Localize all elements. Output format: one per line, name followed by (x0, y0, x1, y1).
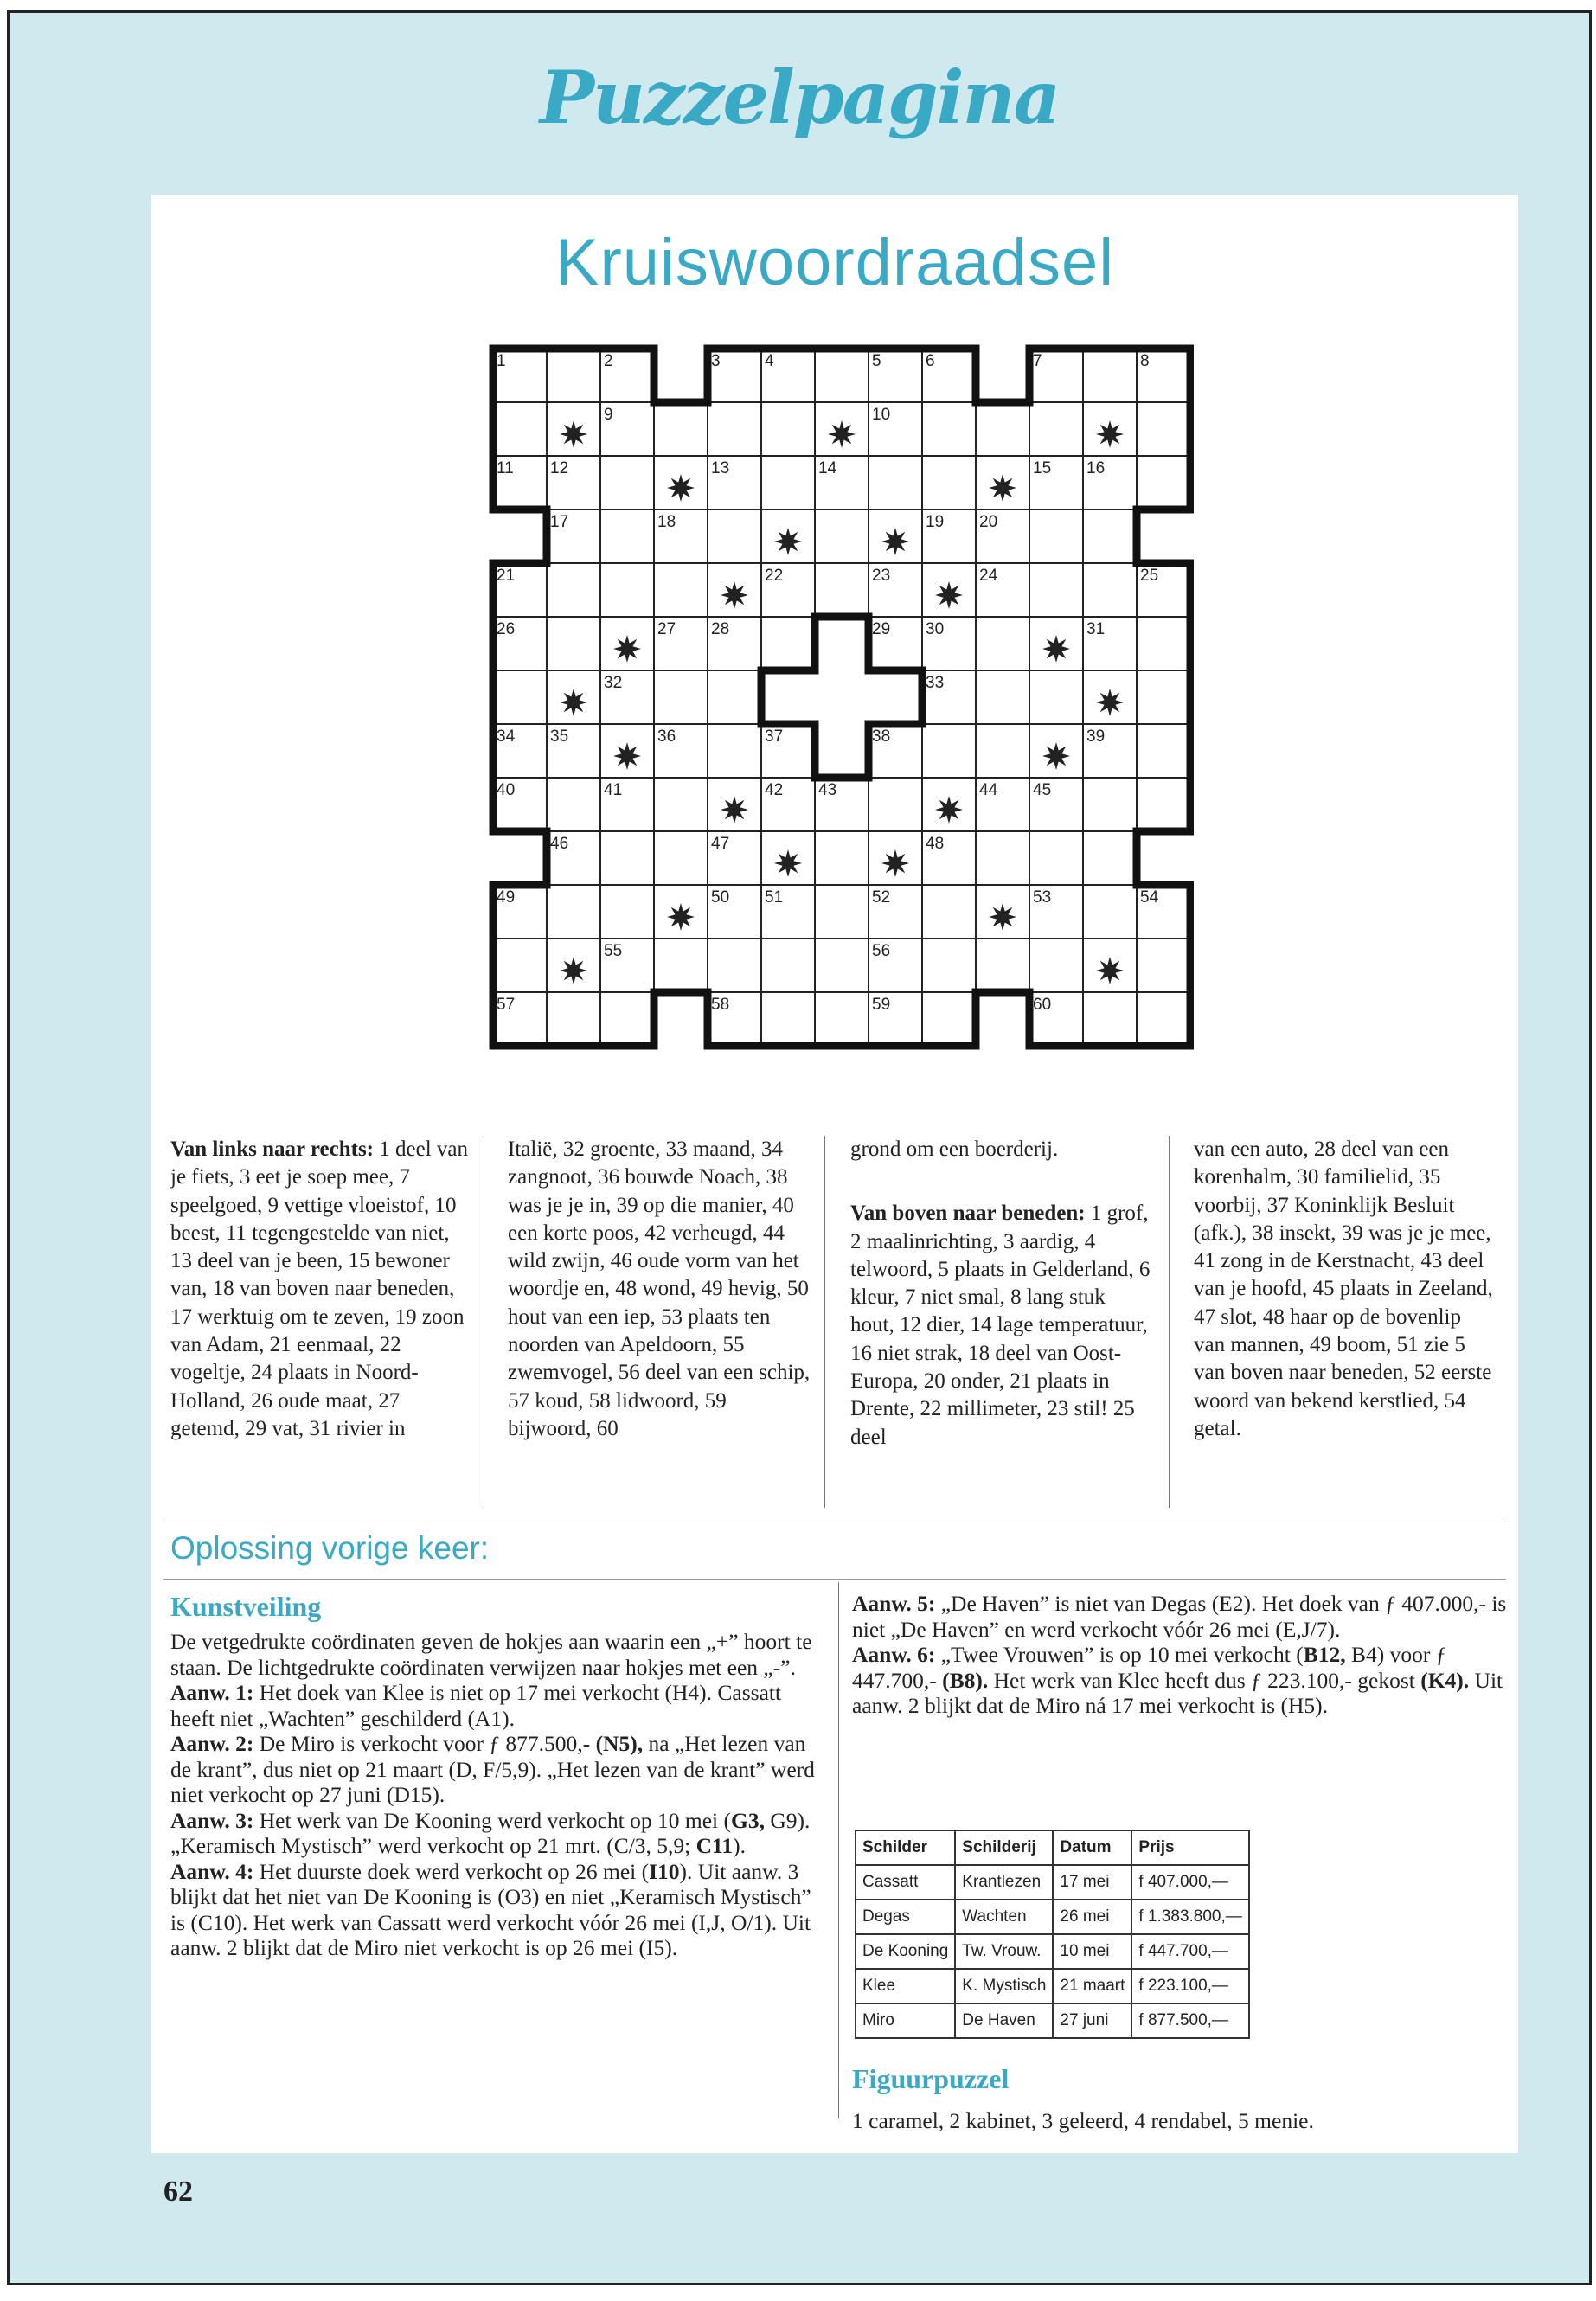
hint-1-text: Het doek van Klee is niet op 17 mei verkocht (H4). Cassatt heeft niet „Wachten” geschilderd (A1). (170, 1680, 782, 1731)
grid-cell (976, 670, 1029, 724)
clue-number: 17 (550, 513, 569, 531)
hint-6-bold: (B8). (942, 1667, 989, 1693)
hint-6-bold: (K4). (1420, 1667, 1470, 1693)
grid-cell (1029, 670, 1083, 724)
star-icon (935, 581, 963, 609)
star-icon (721, 796, 748, 824)
section-divider (163, 1579, 1506, 1580)
clue-number: 4 (765, 352, 774, 370)
table-cell: De Kooning (856, 1934, 955, 1969)
clue-number: 27 (657, 620, 676, 638)
table-cell: De Haven (955, 2003, 1053, 2038)
grid-cell (654, 402, 708, 456)
clue-number: 50 (711, 888, 730, 907)
grid-cell (493, 939, 547, 992)
across-clues-part1: 1 deel van je fiets, 3 eet je soep mee, 7 speelgoed, 9 vettige vloeistof, 10 beest, 11 tegengestelde van niet, 13 deel van je been, 15 bewoner van, 18 van boven naar beneden, 17 werktuig om te zeven, 19 zoon van Adam, 21 eenmaal, 22 vogeltje, 24 plaats in Noord-Holland, 26 oude maat, 27 getemd, 29 vat, 31 rivier in (170, 1138, 468, 1440)
table-cell: 17 mei (1053, 1865, 1131, 1900)
page-number: 62 (163, 2176, 193, 2208)
grid-cell (1083, 778, 1137, 831)
hint-6-bold: B12, (1303, 1642, 1346, 1667)
star-icon (1096, 420, 1124, 448)
star-icon (613, 742, 641, 770)
page-header-title: Puzzelpagina (539, 54, 1060, 140)
grid-cell (761, 939, 815, 992)
column-divider (1169, 1136, 1170, 1508)
clue-number: 23 (872, 567, 891, 585)
solution-heading: Oplossing vorige keer: (170, 1530, 490, 1566)
grid-cell (600, 563, 654, 617)
clue-number: 10 (872, 406, 891, 424)
star-icon (989, 903, 1016, 931)
clue-number: 28 (711, 620, 730, 638)
clue-column-4 (1194, 1136, 1497, 1443)
clue-number: 59 (872, 996, 891, 1014)
grid-cell (815, 510, 869, 563)
table-cell: K. Mystisch (955, 1969, 1053, 2003)
clue-column-3 (850, 1136, 1153, 1452)
grid-cell (761, 402, 815, 456)
grid-cell (547, 617, 600, 670)
clue-number: 16 (1086, 459, 1106, 478)
clue-number: 3 (711, 352, 721, 370)
clue-number: 24 (979, 567, 998, 585)
hint-3-label: Aanw. 3: (170, 1807, 254, 1833)
down-clues-part2: van een auto, 28 deel van een korenhalm, 30 familielid, 35 voorbij, 37 Koninklijk Besluit (afk.), 38 insekt, 39 was je je mee, 41 zong in de Kerstnacht, 43 deel van je hoofd, 45 plaats in Zeeland, 47 slot, 48 haar op de bovenlip van mannen, 49 boom, 51 zie 5 van boven naar beneden, 52 eerste woord van bekend kerstlied, 54 getal. (1194, 1138, 1493, 1440)
table-header-cell: Datum (1053, 1830, 1131, 1865)
grid-cell (815, 992, 869, 1046)
grid-cell (600, 831, 654, 885)
down-clues-part1: 1 grof, 2 maalinrichting, 3 aardig, 4 telwoord, 5 plaats in Gelderland, 6 kleur, 7 niet smal, 8 lang stuk hout, 12 dier, 14 lage temperatuur, 16 niet strak, 18 deel van Oost-Europa, 20 onder, 21 plaats in Drente, 22 millimeter, 23 stil! 25 deel (850, 1202, 1151, 1449)
hint-4-label: Aanw. 4: (170, 1858, 254, 1884)
table-cell: Tw. Vrouw. (955, 1934, 1053, 1969)
clue-number: 8 (1140, 352, 1150, 370)
grid-cell (1137, 778, 1190, 831)
clue-number: 18 (657, 513, 676, 531)
grid-cell (547, 992, 600, 1046)
table-header-cell: Prijs (1131, 1830, 1248, 1865)
solution-right-column (852, 1591, 1509, 1719)
clue-number: 19 (926, 513, 945, 531)
grid-cell (1083, 563, 1137, 617)
grid-cell (600, 885, 654, 939)
grid-cell (1137, 670, 1190, 724)
grid-cell (815, 349, 869, 402)
clue-number: 5 (872, 352, 881, 370)
clue-number: 53 (1033, 888, 1052, 907)
grid-cell (976, 402, 1029, 456)
clue-number: 29 (872, 620, 891, 638)
star-icon (828, 420, 856, 448)
grid-cell (493, 670, 547, 724)
clue-number: 43 (818, 781, 837, 799)
hint-4-text: ). Uit aanw. 3 blijkt dat het niet van De Kooning is (O3) en niet „Keramisch Mystisch” is (C10). Het werk van Cassatt werd verkocht vóór 26 mei (I,J, O/1). Uit aanw. 2 blijkt dat de Miro niet verkocht is op 26 mei (I5). (170, 1858, 811, 1960)
table-cell: Degas (856, 1900, 955, 1934)
grid-cell (869, 778, 922, 831)
grid-cell (708, 939, 761, 992)
hint-3-text: ). (733, 1833, 747, 1858)
grid-cell (815, 563, 869, 617)
grid-cell (600, 456, 654, 510)
clue-number: 40 (497, 781, 516, 799)
hint-3-text: G9). „Keramisch Mystisch” werd verkocht op 21 mrt. (C/3, 5,9; (170, 1807, 811, 1858)
grid-cell (815, 885, 869, 939)
grid-cell (976, 831, 1029, 885)
clue-number: 56 (872, 942, 891, 960)
column-divider (824, 1136, 825, 1508)
clue-number: 44 (979, 781, 998, 799)
table-cell: 27 juni (1053, 2003, 1131, 2038)
table-row (856, 1900, 1249, 1934)
grid-cell (547, 563, 600, 617)
grid-cell (654, 670, 708, 724)
hint-6-text: B4) voor ƒ 447.700,- (852, 1642, 1447, 1693)
table-cell: Cassatt (856, 1865, 955, 1900)
star-icon (881, 849, 909, 877)
table-cell: 21 maart (1053, 1969, 1131, 2003)
page-background (7, 10, 1592, 2285)
hint-3-bold: G3, (731, 1807, 765, 1833)
grid-cell (1029, 831, 1083, 885)
solution-left-column (170, 1629, 828, 1961)
star-icon (935, 796, 963, 824)
star-icon (1042, 742, 1070, 770)
star-icon (613, 635, 641, 663)
grid-cell (1083, 349, 1137, 402)
grid-cell (547, 885, 600, 939)
clue-number: 58 (711, 996, 730, 1014)
star-icon (1042, 635, 1070, 663)
table-header-cell: Schilderij (955, 1830, 1053, 1865)
table-cell: f 407.000,— (1131, 1865, 1248, 1900)
clue-number: 20 (979, 513, 998, 531)
clue-number: 7 (1033, 352, 1042, 370)
hint-6-text: Het werk van Klee heeft dus ƒ 223.100,- gekost (988, 1667, 1421, 1693)
table-cell: f 1.383.800,— (1131, 1900, 1248, 1934)
clue-number: 14 (818, 459, 837, 478)
grid-cell (1029, 510, 1083, 563)
solution-intro: De vetgedrukte coördinaten geven de hokjes aan waarin een „+” hoort te staan. De lichtgedrukte coördinaten verwijzen naar hokjes met een „-”. (170, 1629, 812, 1680)
grid-cell (600, 992, 654, 1046)
grid-cell (654, 831, 708, 885)
hint-6-label: Aanw. 6: (852, 1642, 936, 1667)
table-cell: Miro (856, 2003, 955, 2038)
puzzle-title: Kruiswoordraadsel (554, 226, 1115, 299)
clue-column-2 (508, 1136, 811, 1443)
clue-number: 13 (711, 459, 730, 478)
star-icon (667, 903, 695, 931)
clue-number: 12 (550, 459, 569, 478)
grid-cell (761, 617, 815, 670)
grid-cell (922, 456, 976, 510)
table-header-cell: Schilder (856, 1830, 955, 1865)
table-cell: f 877.500,— (1131, 2003, 1248, 2038)
clue-number: 11 (497, 459, 514, 478)
clue-number: 60 (1033, 996, 1052, 1014)
clue-number: 37 (765, 727, 784, 746)
grid-cell (1083, 510, 1137, 563)
grid-cell (922, 939, 976, 992)
solution-table (855, 1830, 1250, 2039)
clue-number: 57 (497, 996, 516, 1014)
grid-cell (708, 670, 761, 724)
grid-cell (708, 724, 761, 778)
star-icon (560, 420, 587, 448)
star-icon (560, 689, 587, 716)
clue-number: 42 (765, 781, 784, 799)
hint-4-text: Het duurste doek werd verkocht op 26 mei ( (253, 1858, 650, 1884)
clue-number: 39 (1086, 727, 1106, 746)
table-header-row (856, 1830, 1249, 1865)
grid-cell (922, 885, 976, 939)
clue-number: 35 (550, 727, 569, 746)
grid-cell (547, 778, 600, 831)
grid-cell (1137, 939, 1190, 992)
table-cell: 10 mei (1053, 1934, 1131, 1969)
hint-4-bold: I10 (649, 1858, 680, 1884)
clue-number: 26 (497, 620, 516, 638)
hint-5-label: Aanw. 5: (852, 1591, 936, 1616)
clue-number: 51 (765, 888, 784, 907)
star-icon (774, 849, 802, 877)
grid-cell (1083, 885, 1137, 939)
table-row (856, 1969, 1249, 2003)
grid-cell (1137, 992, 1190, 1046)
star-icon (881, 528, 909, 555)
star-icon (560, 957, 587, 984)
table-row (856, 2003, 1249, 2038)
clue-number: 15 (1033, 459, 1052, 478)
clue-number: 48 (926, 835, 945, 853)
hint-2-bold: (N5), (595, 1731, 644, 1756)
hint-6-text: Uit aanw. 2 blijkt dat de Miro ná 17 mei verkocht is (H5). (852, 1667, 1503, 1718)
star-icon (1096, 689, 1124, 716)
clue-number: 49 (497, 888, 516, 907)
clue-number: 45 (1033, 781, 1052, 799)
grid-cell (654, 778, 708, 831)
clue-number: 6 (926, 352, 935, 370)
grid-cell (1029, 563, 1083, 617)
star-icon (1096, 957, 1124, 984)
table-cell: f 223.100,— (1131, 1969, 1248, 2003)
hint-5-text: „De Haven” is niet van Degas (E2). Het doek van ƒ 407.000,- is niet „De Haven” en werd verkocht vóór 26 mei (E,J/7). (852, 1591, 1507, 1642)
grid-cell (708, 402, 761, 456)
clue-number: 46 (550, 835, 569, 853)
grid-cell (547, 349, 600, 402)
grid-cell (600, 510, 654, 563)
grid-cell (922, 402, 976, 456)
hint-3-bold: C11 (695, 1833, 734, 1858)
clue-number: 32 (604, 674, 623, 692)
clue-number: 41 (604, 781, 623, 799)
table-cell: f 447.700,— (1131, 1934, 1248, 1969)
grid-cell (815, 831, 869, 885)
grid-cell (1083, 831, 1137, 885)
grid-cell (1029, 402, 1083, 456)
grid-cell (654, 563, 708, 617)
grid-cell (1137, 456, 1190, 510)
grid-cell (976, 724, 1029, 778)
clue-number: 21 (497, 567, 516, 585)
grid-cell (493, 402, 547, 456)
hint-2-text: na „Het lezen van de krant”, dus niet op 21 maart (D, F/5,9). „Het lezen van de krant” werd niet verkocht op 27 juni (D15). (170, 1731, 815, 1807)
figuurpuzzel-heading: Figuurpuzzel (852, 2063, 1010, 2094)
hint-1-label: Aanw. 1: (170, 1680, 254, 1705)
table-cell: Wachten (955, 1900, 1053, 1934)
clue-number: 55 (604, 942, 623, 960)
hint-2-label: Aanw. 2: (170, 1731, 254, 1756)
grid-cell (922, 992, 976, 1046)
clue-number: 25 (1140, 567, 1159, 585)
grid-cell (1083, 992, 1137, 1046)
across-heading: Van links naar rechts: (170, 1138, 375, 1161)
star-icon (667, 474, 695, 502)
clue-number: 38 (872, 727, 891, 746)
clue-number: 1 (497, 352, 506, 370)
clue-number: 30 (926, 620, 945, 638)
grid-cell (1029, 939, 1083, 992)
clue-number: 31 (1086, 620, 1106, 638)
across-clues-end: grond om een boerderij. (850, 1138, 1059, 1161)
table-row (856, 1934, 1249, 1969)
table-cell: Klee (856, 1969, 955, 2003)
column-divider (838, 1582, 839, 2118)
table-cell: Krantlezen (955, 1865, 1053, 1900)
clue-number: 2 (604, 352, 613, 370)
clue-column-1 (170, 1136, 473, 1443)
grid-cell (869, 456, 922, 510)
grid-cell (708, 510, 761, 563)
grid-cell (815, 939, 869, 992)
grid-cell (761, 456, 815, 510)
clue-number: 33 (926, 674, 945, 692)
clue-number: 52 (872, 888, 891, 907)
grid-cell (1137, 724, 1190, 778)
table-cell: 26 mei (1053, 1900, 1131, 1934)
grid-cell (976, 617, 1029, 670)
clue-number: 36 (657, 727, 676, 746)
table-row (856, 1865, 1249, 1900)
hint-3-text: Het werk van De Kooning werd verkocht op 10 mei ( (253, 1807, 731, 1833)
kunstveiling-heading: Kunstveiling (170, 1591, 322, 1622)
clue-number: 54 (1140, 888, 1159, 907)
down-heading: Van boven naar beneden: (850, 1202, 1086, 1226)
crossword-grid (486, 342, 1194, 1056)
grid-cell (976, 939, 1029, 992)
grid-cell (1137, 402, 1190, 456)
clue-number: 9 (604, 406, 613, 424)
hint-2-text: De Miro is verkocht voor ƒ 877.500,- (253, 1731, 596, 1756)
star-icon (989, 474, 1016, 502)
clue-number: 34 (497, 727, 516, 746)
across-clues-part2: Italië, 32 groente, 33 maand, 34 zangnoot, 36 bouwde Noach, 38 was je je in, 39 op die manier, 40 een korte poos, 42 verheugd, 44 wild zwijn, 46 oude vorm van het woordje en, 48 wond, 49 hevig, 50 hout van een iep, 53 plaats ten noorden van Apeldoorn, 55 zwemvogel, 56 deel van een schip, 57 koud, 58 lidwoord, 59 bijwoord, 60 (508, 1138, 811, 1440)
clue-number: 47 (711, 835, 730, 853)
figuurpuzzel-answer: 1 caramel, 2 kabinet, 3 geleerd, 4 rendabel, 5 menie. (852, 2108, 1314, 2133)
star-icon (721, 581, 748, 609)
hint-6-text: „Twee Vrouwen” is op 10 mei verkocht ( (935, 1642, 1304, 1667)
grid-cell (654, 939, 708, 992)
grid-cell (761, 992, 815, 1046)
content-panel (151, 195, 1518, 2153)
star-icon (774, 528, 802, 555)
grid-cell (1137, 617, 1190, 670)
clue-number: 22 (765, 567, 784, 585)
grid-cell (922, 724, 976, 778)
